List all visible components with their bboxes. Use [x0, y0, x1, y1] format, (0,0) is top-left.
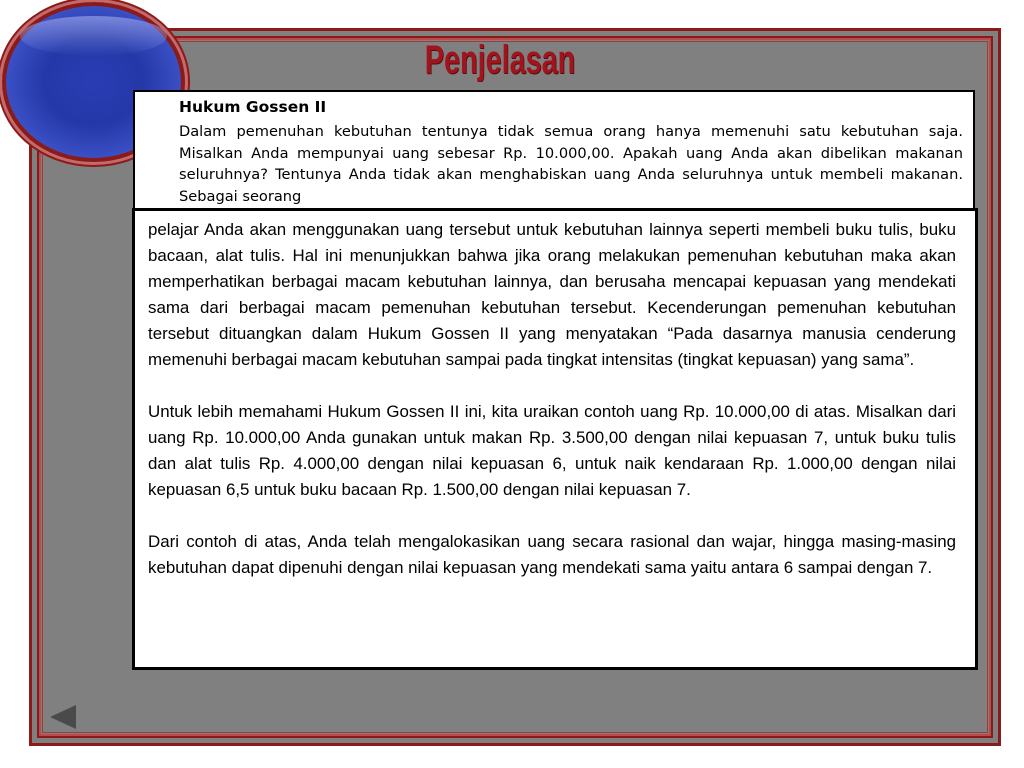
intro-paragraph: Dalam pemenuhan kebutuhan tentunya tidak semua orang hanya memenuhi satu kebutuhan saja. Misalkan Anda mempunyai uang sebesar Rp. 10.000,00. Apakah uang Anda akan dibelikan makanan seluruhnya? Tentunya Anda tidak akan menghabiskan uang Anda seluruhnya untuk membeli makanan. Sebagai seorang: [179, 123, 963, 205]
page-title: Penjelasan: [424, 38, 576, 82]
paragraph-1: pelajar Anda akan menggunakan uang tersebut untuk kebutuhan lainnya seperti membeli buku tulis, buku bacaan, alat tulis. Hal ini menunjukkan bahwa jika orang melakukan pemenuhan kebutuhan maka akan memperhatikan berbagai macam kebutuhan lainnya, dan berusaha mencapai kepuasan yang mendekati sama dari berbagai macam pemenuhan kebutuhan tersebut. Kecenderungan pemenuhan kebutuhan tersebut dituangkan dalam Hukum Gossen II yang menyatakan “Pada dasarnya manusia cenderung memenuhi berbagai macam kebutuhan sampai pada tingkat intensitas (tingkat kepuasan) yang sama”.: [148, 220, 956, 369]
main-text-content: [148, 217, 956, 607]
main-text-box: [133, 209, 977, 669]
intro-text-box: [133, 90, 975, 214]
section-heading: Hukum Gossen II: [179, 98, 327, 116]
paragraph-2: Untuk lebih memahami Hukum Gossen II ini, kita uraikan contoh uang Rp. 10.000,00 di atas. Misalkan dari uang Rp. 10.000,00 Anda gunakan untuk makan Rp. 3.500,00 dengan nilai kepuasan 7, untuk buku tulis dan alat tulis Rp. 4.000,00 dengan nilai kepuasan 6, untuk naik kendaraan Rp. 1.000,00 dengan nilai kepuasan 6,5 untuk buku bacaan Rp. 1.500,00 dengan nilai kepuasan 7.: [148, 402, 956, 499]
back-arrow-icon[interactable]: [50, 705, 76, 729]
paragraph-3: Dari contoh di atas, Anda telah mengalokasikan uang secara rasional dan wajar, hingga masing-masing kebutuhan dapat dipenuhi dengan nilai kepuasan yang mendekati sama yaitu antara 6 sampai dengan 7.: [148, 532, 956, 577]
